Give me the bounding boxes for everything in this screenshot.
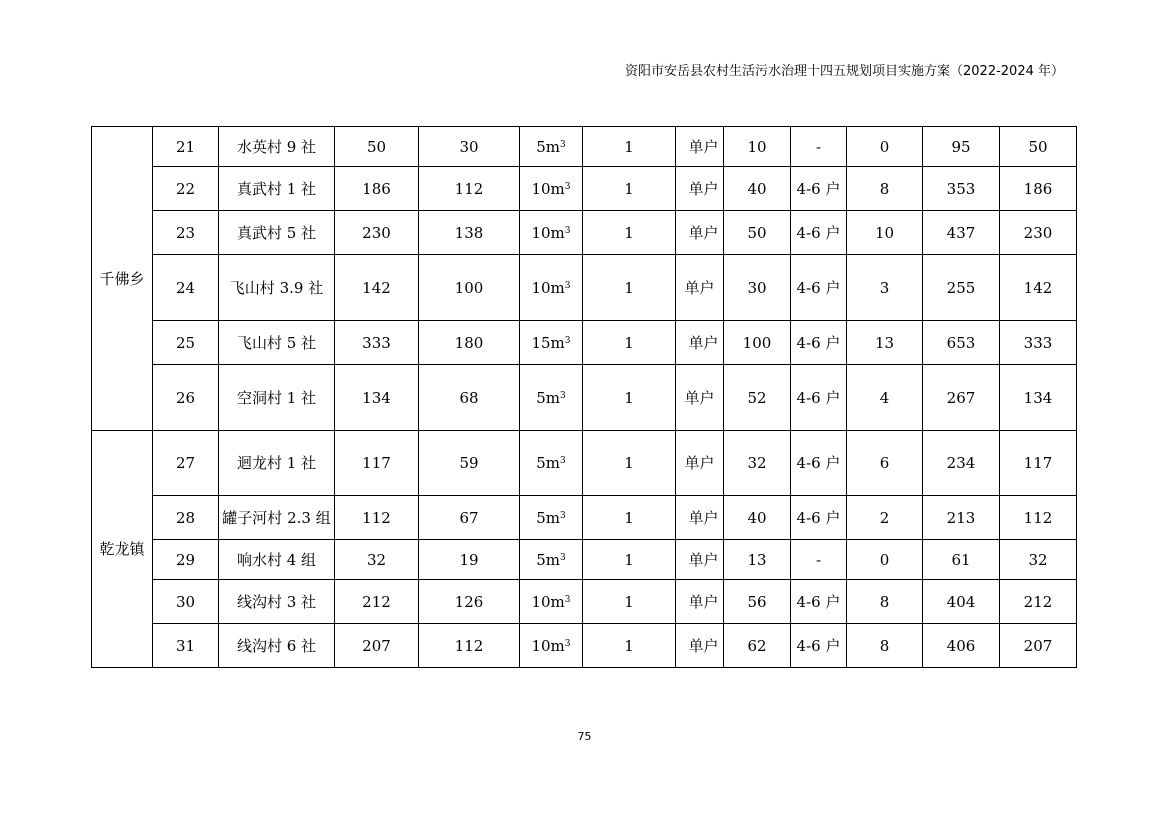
cell-c1: 186 [335,167,419,211]
cell-c6: 30 [724,255,791,321]
capacity-cell: $10m^3$ [520,167,583,211]
capacity-cell: $10m^3$ [520,255,583,321]
cell-c10: 117 [1000,431,1077,496]
row-number: 24 [153,255,219,321]
cell-c8: 2 [847,496,923,540]
cell-c9: 61 [923,540,1000,580]
data-table [91,126,1077,668]
row-number: 31 [153,624,219,668]
cell-c8: 8 [847,624,923,668]
table-row [92,127,1077,167]
mode-cell: 单户 [676,167,724,211]
table-row [92,211,1077,255]
village-name: 真武村 1 社 [219,167,335,211]
cell-c2: 30 [419,127,520,167]
cell-c9: 95 [923,127,1000,167]
scope-cell: - [791,127,847,167]
cell-c4: 1 [583,365,676,431]
village-name: 空洞村 1 社 [219,365,335,431]
cell-c9: 353 [923,167,1000,211]
cell-c1: 207 [335,624,419,668]
village-name: 线沟村 6 社 [219,624,335,668]
cell-c4: 1 [583,321,676,365]
scope-cell: 4-6 户 [791,431,847,496]
cell-c4: 1 [583,540,676,580]
mode-cell: 单户 [676,127,724,167]
scope-cell: 4-6 户 [791,321,847,365]
cell-c1: 134 [335,365,419,431]
row-number: 26 [153,365,219,431]
cell-c4: 1 [583,496,676,540]
cell-c10: 333 [1000,321,1077,365]
cell-c9: 234 [923,431,1000,496]
mode-cell: 单户 [676,255,724,321]
scope-cell: 4-6 户 [791,167,847,211]
cell-c1: 212 [335,580,419,624]
cell-c8: 0 [847,127,923,167]
capacity-cell: $15m^3$ [520,321,583,365]
village-name: 真武村 5 社 [219,211,335,255]
row-number: 29 [153,540,219,580]
cell-c4: 1 [583,211,676,255]
cell-c8: 10 [847,211,923,255]
capacity-cell: $5m^3$ [520,540,583,580]
capacity-cell: $10m^3$ [520,580,583,624]
cell-c10: 50 [1000,127,1077,167]
capacity-cell: $5m^3$ [520,431,583,496]
town-cell: 乾龙镇 [92,431,153,668]
cell-c9: 437 [923,211,1000,255]
cell-c1: 142 [335,255,419,321]
capacity-cell: $10m^3$ [520,211,583,255]
scope-cell: - [791,540,847,580]
cell-c6: 13 [724,540,791,580]
table-row [92,580,1077,624]
cell-c6: 52 [724,365,791,431]
cell-c2: 19 [419,540,520,580]
cell-c9: 213 [923,496,1000,540]
cell-c8: 8 [847,580,923,624]
mode-cell: 单户 [676,365,724,431]
table-row [92,321,1077,365]
village-name: 迴龙村 1 社 [219,431,335,496]
cell-c2: 59 [419,431,520,496]
cell-c2: 112 [419,167,520,211]
village-name: 线沟村 3 社 [219,580,335,624]
village-name: 飞山村 3.9 社 [219,255,335,321]
cell-c1: 32 [335,540,419,580]
table-row [92,255,1077,321]
scope-cell: 4-6 户 [791,255,847,321]
mode-cell: 单户 [676,496,724,540]
cell-c1: 230 [335,211,419,255]
cell-c8: 3 [847,255,923,321]
village-name: 水英村 9 社 [219,127,335,167]
table-row [92,624,1077,668]
cell-c4: 1 [583,580,676,624]
row-number: 23 [153,211,219,255]
capacity-cell: $5m^3$ [520,127,583,167]
village-name: 罐子河村 2.3 组 [219,496,335,540]
cell-c6: 10 [724,127,791,167]
cell-c10: 212 [1000,580,1077,624]
mode-cell: 单户 [676,321,724,365]
cell-c9: 404 [923,580,1000,624]
cell-c2: 126 [419,580,520,624]
cell-c2: 67 [419,496,520,540]
cell-c1: 50 [335,127,419,167]
scope-cell: 4-6 户 [791,365,847,431]
table-row [92,167,1077,211]
table-body [92,127,1077,668]
cell-c6: 56 [724,580,791,624]
cell-c1: 333 [335,321,419,365]
scope-cell: 4-6 户 [791,211,847,255]
cell-c8: 13 [847,321,923,365]
cell-c6: 50 [724,211,791,255]
cell-c2: 180 [419,321,520,365]
table-row [92,365,1077,431]
village-name: 飞山村 5 社 [219,321,335,365]
table-row [92,496,1077,540]
cell-c10: 134 [1000,365,1077,431]
cell-c6: 32 [724,431,791,496]
mode-cell: 单户 [676,540,724,580]
row-number: 21 [153,127,219,167]
page-number: 75 [577,730,592,743]
mode-cell: 单户 [676,580,724,624]
row-number: 22 [153,167,219,211]
cell-c6: 40 [724,167,791,211]
cell-c8: 8 [847,167,923,211]
row-number: 30 [153,580,219,624]
row-number: 28 [153,496,219,540]
cell-c1: 112 [335,496,419,540]
cell-c6: 40 [724,496,791,540]
cell-c9: 406 [923,624,1000,668]
cell-c8: 4 [847,365,923,431]
cell-c10: 230 [1000,211,1077,255]
cell-c2: 138 [419,211,520,255]
document-header: 资阳市安岳县农村生活污水治理十四五规划项目实施方案（2022-2024 年） [625,64,1064,79]
cell-c9: 255 [923,255,1000,321]
cell-c9: 267 [923,365,1000,431]
cell-c2: 112 [419,624,520,668]
cell-c4: 1 [583,167,676,211]
mode-cell: 单户 [676,211,724,255]
mode-cell: 单户 [676,431,724,496]
cell-c2: 68 [419,365,520,431]
capacity-cell: $10m^3$ [520,624,583,668]
cell-c8: 6 [847,431,923,496]
table-row [92,431,1077,496]
scope-cell: 4-6 户 [791,580,847,624]
cell-c2: 100 [419,255,520,321]
table-row [92,540,1077,580]
cell-c4: 1 [583,127,676,167]
cell-c1: 117 [335,431,419,496]
capacity-cell: $5m^3$ [520,365,583,431]
scope-cell: 4-6 户 [791,496,847,540]
cell-c10: 186 [1000,167,1077,211]
cell-c8: 0 [847,540,923,580]
cell-c10: 207 [1000,624,1077,668]
row-number: 25 [153,321,219,365]
town-cell: 千佛乡 [92,127,153,431]
mode-cell: 单户 [676,624,724,668]
cell-c4: 1 [583,624,676,668]
village-name: 响水村 4 组 [219,540,335,580]
cell-c10: 112 [1000,496,1077,540]
cell-c10: 142 [1000,255,1077,321]
scope-cell: 4-6 户 [791,624,847,668]
row-number: 27 [153,431,219,496]
capacity-cell: $5m^3$ [520,496,583,540]
cell-c6: 100 [724,321,791,365]
cell-c4: 1 [583,255,676,321]
cell-c6: 62 [724,624,791,668]
cell-c9: 653 [923,321,1000,365]
cell-c4: 1 [583,431,676,496]
cell-c10: 32 [1000,540,1077,580]
